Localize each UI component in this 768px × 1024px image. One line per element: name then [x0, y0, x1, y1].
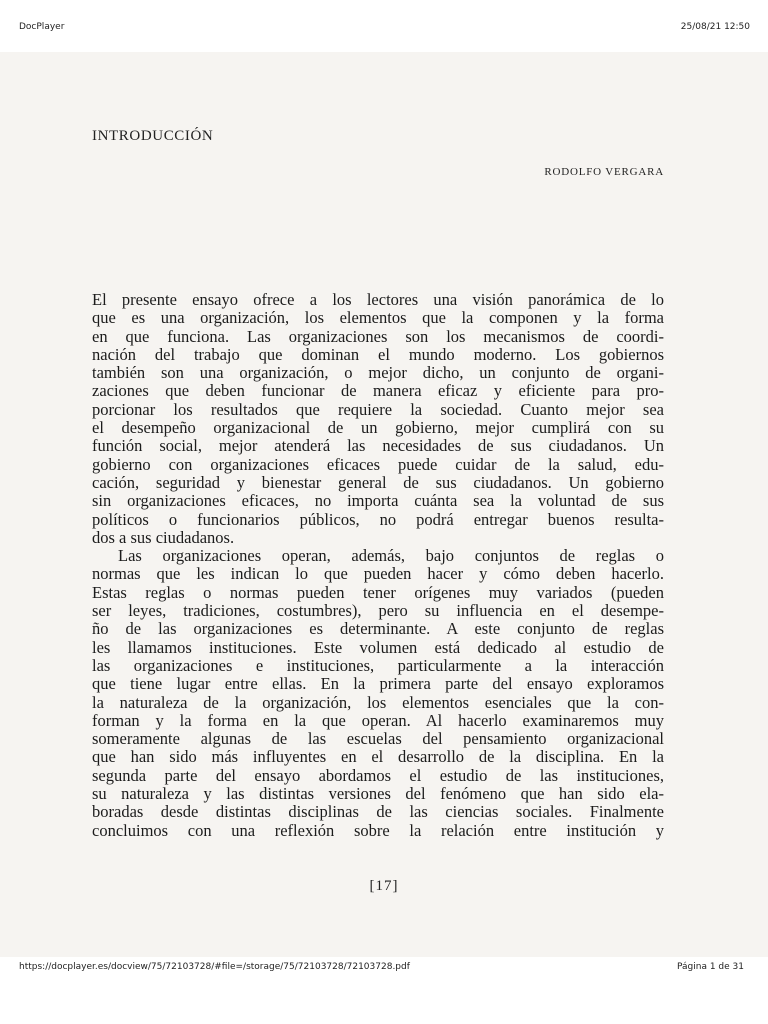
text-line: zaciones que deben funcionar de manera eficaz y eficiente para pro-	[92, 381, 664, 401]
text-line: la naturaleza de la organización, los elementos esenciales que la con-	[92, 692, 664, 712]
text-line: el desempeño organizacional de un gobierno, mejor cumplirá con su	[92, 418, 664, 438]
text-line: porcionar los resultados que requiere la sociedad. Cuanto mejor sea	[92, 399, 664, 419]
print-footer-page-label: Página 1 de 31	[677, 962, 744, 972]
text-line: ño de las organizaciones es determinante. A este conjunto de reglas	[92, 619, 664, 639]
text-line: Las organizaciones operan, además, bajo conjuntos de reglas o	[118, 546, 664, 566]
body-text	[92, 291, 664, 840]
text-line: El presente ensayo ofrece a los lectores una visión panorámica de lo	[92, 290, 664, 309]
text-line: ser leyes, tradiciones, costumbres), pero su influencia en el desempe-	[92, 601, 664, 621]
text-line: también son una organización, o mejor dicho, un conjunto de organi-	[92, 363, 664, 383]
print-header-site: DocPlayer	[19, 22, 65, 32]
text-line: que es una organización, los elementos que la componen y la forma	[92, 308, 664, 328]
print-header	[0, 22, 768, 36]
print-footer-url: https://docplayer.es/docview/75/72103728/#file=/storage/75/72103728/72103728.pdf	[19, 962, 410, 972]
document-title: INTRODUCCIÓN	[92, 128, 214, 144]
text-line: cación, seguridad y bienestar general de sus ciudadanos. Un gobierno	[92, 472, 664, 492]
text-line: segunda parte del ensayo abordamos el estudio de las instituciones,	[92, 765, 664, 785]
text-line: en que funciona. Las organizaciones son los mecanismos de coordi-	[92, 326, 664, 346]
text-line: políticos o funcionarios públicos, no podrá entregar buenos resulta-	[92, 509, 664, 529]
text-line: dos a sus ciudadanos.	[92, 527, 235, 547]
text-line: que tiene lugar entre ellas. En la primera parte del ensayo exploramos	[92, 674, 664, 694]
document-author: RODOLFO VERGARA	[544, 166, 664, 178]
text-line: nación del trabajo que dominan el mundo moderno. Los gobiernos	[92, 344, 664, 364]
text-line: que han sido más influyentes en el desarrollo de la disciplina. En la	[92, 747, 664, 767]
text-line: someramente algunas de las escuelas del pensamiento organizacional	[92, 729, 664, 749]
text-line: concluimos con una reflexión sobre la relación entre institución y	[92, 820, 664, 840]
print-footer	[0, 962, 768, 976]
text-line: sin organizaciones eficaces, no importa cuánta sea la voluntad de sus	[92, 491, 664, 511]
text-line: las organizaciones e instituciones, particularmente a la interacción	[92, 655, 664, 675]
text-line: normas que les indican lo que pueden hacer y cómo deben hacerlo.	[92, 564, 664, 584]
text-line: boradas desde distintas disciplinas de las ciencias sociales. Finalmente	[92, 802, 664, 822]
text-line: Estas reglas o normas pueden tener orígenes muy variados (pueden	[92, 582, 664, 602]
text-line: les llamamos instituciones. Este volumen está dedicado al estudio de	[92, 637, 664, 657]
print-header-datetime: 25/08/21 12:50	[680, 22, 750, 32]
page-number: [17]	[369, 878, 399, 894]
text-line: forman y la forma en la que operan. Al hacerlo examinaremos muy	[92, 710, 664, 730]
text-line: gobierno con organizaciones eficaces puede cuidar de la salud, edu-	[92, 454, 664, 474]
text-line: su naturaleza y las distintas versiones del fenómeno que han sido ela-	[92, 784, 664, 804]
text-line: función social, mejor atenderá las necesidades de sus ciudadanos. Un	[92, 436, 664, 456]
document-page	[0, 52, 768, 957]
